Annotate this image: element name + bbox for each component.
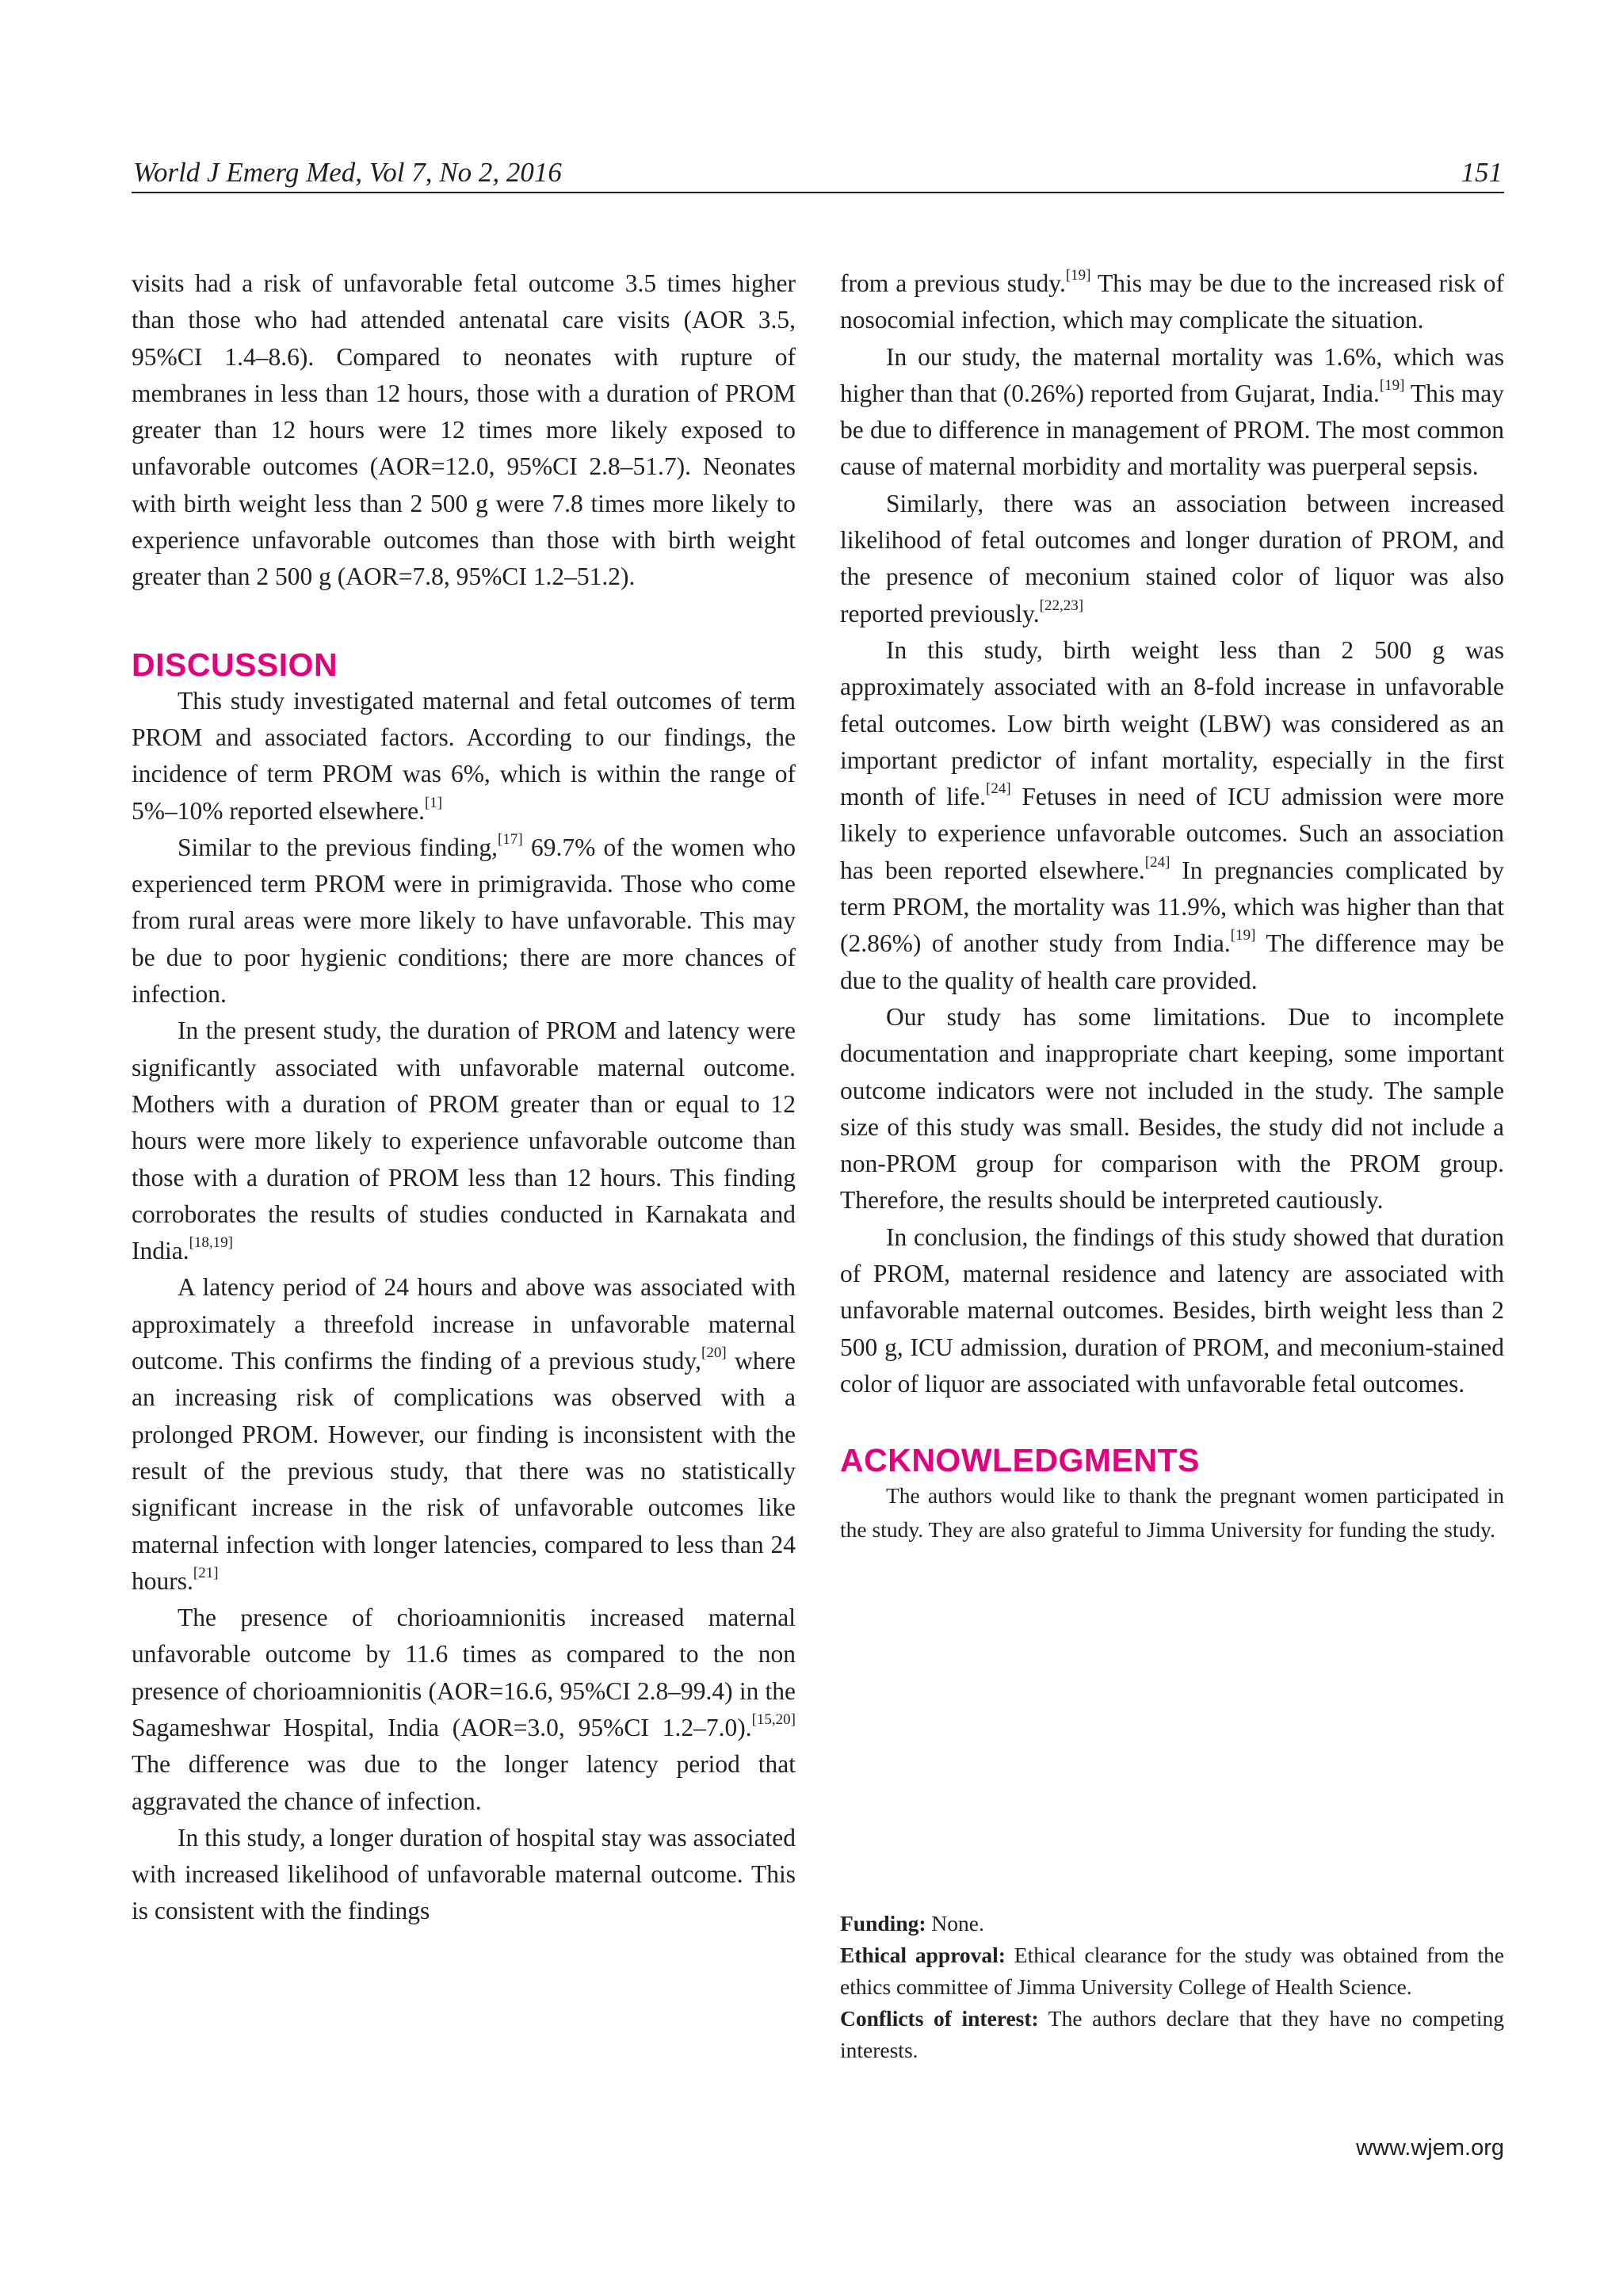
discussion-paragraph-6-continued: from a previous study.[19] This may be due to the increased risk of nosocomial infection, which may complicate the situation.: [840, 267, 1504, 334]
citation: [24]: [986, 780, 1011, 798]
citation: [17]: [498, 830, 523, 848]
citation: [1]: [424, 794, 443, 811]
citation: [18,19]: [189, 1234, 234, 1252]
acknowledgments-section: [840, 1478, 1504, 1547]
citation: [24]: [1144, 853, 1170, 871]
citation: [21]: [193, 1564, 219, 1581]
page-number: 151: [1461, 157, 1503, 188]
journal-website: www.wjem.org: [1356, 2135, 1504, 2161]
journal-citation: World J Emerg Med, Vol 7, No 2, 2016: [133, 157, 562, 188]
discussion-paragraph-5: The presence of chorioamnionitis increased maternal unfavorable outcome by 11.6 times as compared to the non presence of chorioamnionitis (AOR=16.6, 95%CI 2.8–99.4) in the Sagameshwar Hospital, India (AOR=3.0, 95%CI 1.2–7.0).[15,20] The difference was due to the longer latency period that aggravated the chance of infection.: [132, 1604, 796, 1815]
discussion-paragraph-3: In the present study, the duration of PROM and latency were significantly associated with unfavorable maternal outcome. Mothers with a duration of PROM greater than or equal to 12 hours were more likely to experience unfavorable outcome than those with a duration of PROM less than 12 hours. This finding corroborates the results of studies conducted in Karnakata and India.[18,19]: [132, 1016, 796, 1265]
limitations-paragraph: Our study has some limitations. Due to incomplete documentation and inappropriate chart keeping, some important outcome indicators were not included in the study. The sample size of this study was small. Besides, the study did not include a non-PROM group for comparison with the PROM group. Therefore, the results should be interpreted cautiously.: [840, 1002, 1504, 1215]
discussion-paragraph-1: This study investigated maternal and fetal outcomes of term PROM and associated factors. According to our findings, the incidence of term PROM was 6%, which is within the range of 5%–10% reported elsewhere.[1]: [132, 686, 796, 825]
ethical-approval-note: Ethical approval: Ethical clearance for the study was obtained from the ethics committee of Jimma University College of Health Science.: [840, 1943, 1504, 1999]
discussion-paragraph-8: Similarly, there was an association between increased likelihood of fetal outcomes and longer duration of PROM, and the presence of meconium stained color of liquor was also reported previously.[22,23]: [840, 489, 1504, 627]
citation: [19]: [1230, 927, 1256, 944]
citation: [19]: [1065, 267, 1091, 284]
citation: [19]: [1379, 376, 1405, 394]
acknowledgments-text: The authors would like to thank the pregnant women participated in the study. They are also grateful to Jimma University for funding the study.: [840, 1483, 1504, 1543]
running-header: [132, 155, 1504, 193]
acknowledgments-heading: ACKNOWLEDGMENTS: [840, 1442, 1200, 1479]
declarations: [840, 1908, 1504, 2066]
conclusion-paragraph: In conclusion, the findings of this study showed that duration of PROM, maternal residence and latency are associated with unfavorable maternal outcomes. Besides, birth weight less than 2 500 g, ICU admission, duration of PROM, and meconium-stained color of liquor are associated with unfavorable fetal outcomes.: [840, 1222, 1504, 1398]
discussion-paragraph-2: Similar to the previous finding,[17] 69.7% of the women who experienced term PROM were in primigravida. Those who come from rural areas were more likely to have unfavorable. This may be due to poor hygienic conditions; there are more chances of infection.: [132, 830, 796, 1009]
discussion-heading: DISCUSSION: [132, 646, 338, 683]
citation: [22,23]: [1039, 597, 1084, 614]
discussion-paragraph-6: In this study, a longer duration of hospital stay was associated with increased likelihood of unfavorable maternal outcome. This is consistent with the findings: [132, 1823, 796, 1925]
left-column: [132, 265, 796, 1930]
discussion-paragraph-9: In this study, birth weight less than 2 500 g was approximately associated with an 8-fold increase in unfavorable fetal outcomes. Low birth weight (LBW) was considered as an important predictor of infant mortality, especially in the first month of life.[24] Fetuses in need of ICU admission were more likely to experience unfavorable outcomes. Such an association has been reported elsewhere.[24] In pregnancies complicated by term PROM, the mortality was 11.9%, which was higher than that (2.86%) of another study from India.[19] The difference may be due to the quality of health care provided.: [840, 635, 1504, 994]
results-continued-paragraph: visits had a risk of unfavorable fetal outcome 3.5 times higher than those who had attended antenatal care visits (AOR 3.5, 95%CI 1.4–8.6). Compared to neonates with rupture of membranes in less than 12 hours, those with a duration of PROM greater than 12 hours were 12 times more likely exposed to unfavorable outcomes (AOR=12.0, 95%CI 2.8–51.7). Neonates with birth weight less than 2 500 g were 7.8 times more likely to experience unfavorable outcomes than those with birth weight greater than 2 500 g (AOR=7.8, 95%CI 1.2–51.2).: [132, 269, 796, 591]
discussion-paragraph-4: A latency period of 24 hours and above was associated with approximately a threefold increase in unfavorable maternal outcome. This confirms the finding of a previous study,[20] where an increasing risk of complications was observed with a prolonged PROM. However, our finding is inconsistent with the result of the previous study, that there was no statistically significant increase in the risk of unfavorable outcomes like maternal infection with longer latencies, compared to less than 24 hours.[21]: [132, 1273, 796, 1595]
right-column: [840, 265, 1504, 1547]
conflicts-label: Conflicts of interest:: [840, 2006, 1039, 2031]
ethical-approval-label: Ethical approval:: [840, 1943, 1006, 1967]
citation: [20]: [701, 1344, 727, 1362]
citation: [15,20]: [751, 1711, 796, 1728]
funding-label: Funding:: [840, 1911, 926, 1936]
discussion-paragraph-7: In our study, the maternal mortality was 1.6%, which was higher than that (0.26%) reported from Gujarat, India.[19] This may be due to difference in management of PROM. The most common cause of maternal morbidity and mortality was puerperal sepsis.: [840, 342, 1504, 481]
conflicts-note: Conflicts of interest: The authors declare that they have no competing interests.: [840, 2006, 1504, 2062]
funding-note: Funding: None.: [840, 1911, 984, 1936]
